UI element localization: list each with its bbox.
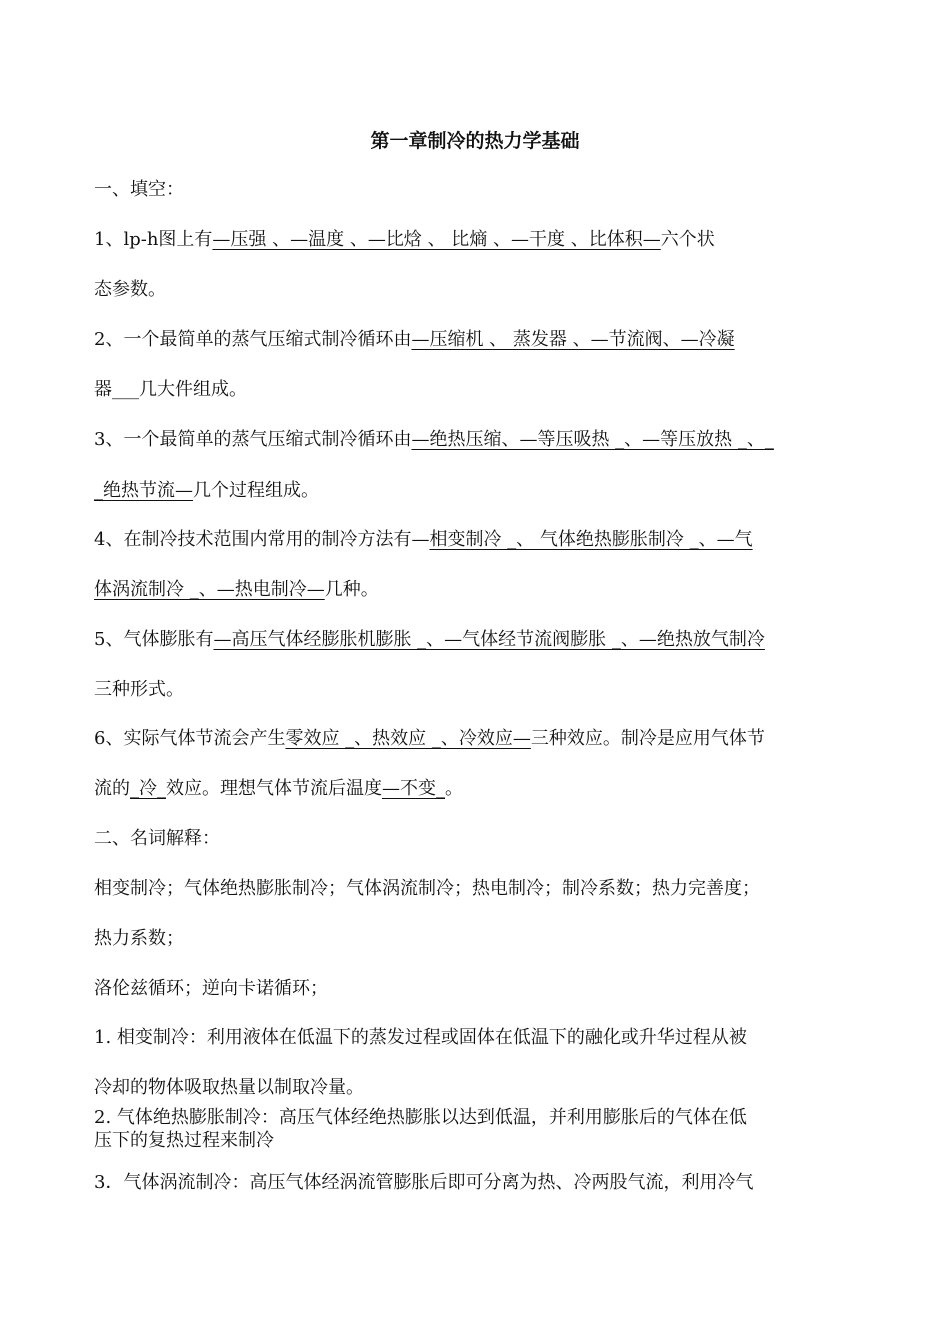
q2-answer: —压缩机 、 蒸发器 、—节流阀、—冷凝 xyxy=(411,329,735,350)
question-1 xyxy=(94,227,715,253)
q5-answer: —高压气体经膨胀机膨胀 _、—气体经节流阀膨胀 _、—绝热放气制冷 xyxy=(213,629,765,650)
q2-line2-blank: ___ xyxy=(112,379,139,400)
terms-line-3: 洛伦兹循环；逆向卡诺循环； xyxy=(94,978,328,999)
q4-line2-b: 几种。 xyxy=(324,579,379,600)
q6-answer: 零效应 _、热效应 _、冷效应— xyxy=(285,728,531,749)
question-1-cont: 态参数。 xyxy=(94,279,166,300)
section-heading-fill-in: 一、填空： xyxy=(94,179,184,200)
terms-line-2: 热力系数； xyxy=(94,928,184,949)
q1-answer: —压强 、—温度 、—比焓 、 比熵 、—干度 、比体积— xyxy=(212,229,661,250)
q2-prefix: 2、一个最简单的蒸气压缩式制冷循环由 xyxy=(94,329,412,350)
q6-line2-b: 效应。理想气体节流后温度 xyxy=(166,778,382,799)
q6-line2-answer-2: —不变_ xyxy=(382,778,445,799)
q4-line2-answer: 体涡流制冷 _、—热电制冷— xyxy=(94,579,325,600)
q6-prefix: 6、实际气体节流会产生 xyxy=(94,728,286,749)
question-6-cont xyxy=(94,776,463,802)
q2-line2-b: 几大件组成。 xyxy=(139,379,247,400)
section-heading-definitions: 二、名词解释： xyxy=(94,828,220,849)
terms-line-1: 相变制冷；气体绝热膨胀制冷；气体涡流制冷；热电制冷；制冷系数；热力完善度； xyxy=(94,878,760,899)
definition-2-line-1: 2. 气体绝热膨胀制冷：高压气体经绝热膨胀以达到低温，并利用膨胀后的气体在低 xyxy=(94,1107,747,1128)
question-5 xyxy=(94,627,765,653)
definition-1-line-1: 1. 相变制冷：利用液体在低温下的蒸发过程或固体在低温下的融化或升华过程从被 xyxy=(94,1027,747,1048)
q2-line2-a: 器 xyxy=(94,379,112,400)
chapter-title: 第一章制冷的热力学基础 xyxy=(370,130,580,152)
q6-suffix: 三种效应。制冷是应用气体节 xyxy=(530,728,765,749)
definition-1-line-2: 冷却的物体吸取热量以制取冷量。 xyxy=(94,1077,364,1098)
definition-3-line-1: 3．气体涡流制冷：高压气体经涡流管膨胀后即可分离为热、冷两股气流，利用冷气 xyxy=(94,1172,754,1193)
question-2-cont xyxy=(94,377,247,403)
q6-line2-c: 。 xyxy=(445,778,463,799)
question-3-cont xyxy=(94,478,319,504)
q1-prefix: 1、lp-h图上有 xyxy=(94,229,213,250)
q1-suffix: 六个状 xyxy=(660,229,715,250)
question-2 xyxy=(94,327,735,353)
definition-2-line-2: 压下的复热过程来制冷 xyxy=(94,1130,274,1151)
question-3 xyxy=(94,427,774,453)
q3-line2-answer: _绝热节流— xyxy=(94,480,193,501)
q6-line2-a: 流的 xyxy=(94,778,130,799)
question-4 xyxy=(94,527,753,553)
q6-line2-answer: _冷_ xyxy=(130,778,166,799)
q3-prefix: 3、一个最简单的蒸气压缩式制冷循环由 xyxy=(94,429,412,450)
question-4-cont xyxy=(94,577,379,603)
question-6 xyxy=(94,726,765,752)
q4-prefix: 4、在制冷技术范围内常用的制冷方法有— xyxy=(94,529,430,550)
q3-line2-b: 几个过程组成。 xyxy=(193,480,319,501)
question-5-cont: 三种形式。 xyxy=(94,679,184,700)
q5-prefix: 5、气体膨胀有 xyxy=(94,629,214,650)
q4-answer: 相变制冷 _、 气体绝热膨胀制冷 _、—气 xyxy=(429,529,753,550)
q3-answer: —绝热压缩、—等压吸热 _、—等压放热 _、_ xyxy=(411,429,774,450)
